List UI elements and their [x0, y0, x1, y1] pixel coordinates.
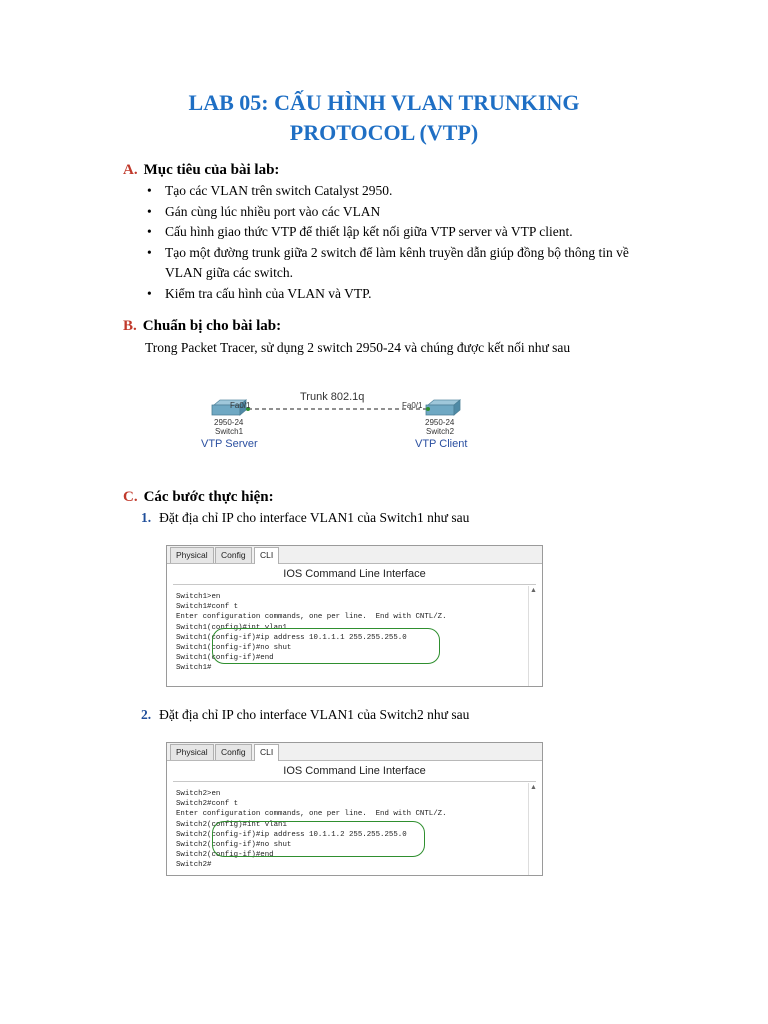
switch1-name: Switch1	[215, 427, 244, 436]
scroll-up-icon[interactable]: ▲	[530, 784, 537, 791]
terminal-line: Switch1(config-if)#ip address 10.1.1.1 255.255.255.0	[176, 633, 407, 642]
switch2-role: VTP Client	[415, 438, 468, 450]
scroll-up-icon[interactable]: ▲	[530, 587, 537, 594]
step-2-number: 2.	[141, 707, 152, 722]
tab-config[interactable]: Config	[215, 547, 252, 563]
terminal-line: Switch1(config-if)#no shut	[176, 644, 292, 653]
step-1-text: Đặt địa chỉ IP cho interface VLAN1 của Switch1 như sau	[159, 510, 470, 525]
terminal-line: Switch2(config-if)#no shut	[176, 841, 292, 850]
terminal-line: Switch1(config)#int vlan1	[176, 623, 287, 632]
scrollbar[interactable]	[528, 783, 538, 875]
document-title-line1: LAB 05: CẤU HÌNH VLAN TRUNKING	[188, 90, 580, 115]
section-a-bullet-list	[145, 181, 665, 304]
step-1-number: 1.	[141, 510, 152, 525]
switch1-role: VTP Server	[201, 438, 258, 450]
switch1-model: 2950-24	[214, 418, 244, 427]
terminal-line: Enter configuration commands, one per line. End with CNTL/Z.	[176, 613, 447, 622]
step-1	[141, 510, 469, 526]
section-a-title: Mục tiêu của bài lab:	[143, 162, 280, 178]
terminal-line: Switch1#conf t	[176, 603, 239, 612]
tab-physical[interactable]: Physical	[170, 547, 214, 563]
network-diagram	[200, 385, 480, 455]
terminal-line: Switch2(config-if)#ip address 10.1.1.2 255.255.255.0	[176, 830, 407, 839]
tab-cli[interactable]: CLI	[254, 744, 279, 761]
terminal-line: Switch1>en	[176, 593, 221, 601]
cli-window-switch2	[166, 742, 543, 876]
tab-cli[interactable]: CLI	[254, 547, 279, 564]
list-item: • Tạo một đường trunk giữa 2 switch để làm kênh truyền dẫn giúp đồng bộ thông tin về VLAN giữa các switch.	[145, 243, 665, 284]
switch2-port-label: Fa0/1	[402, 401, 423, 410]
cli-tab-bar	[167, 546, 542, 564]
cli-divider	[173, 584, 536, 585]
scrollbar[interactable]	[528, 586, 538, 686]
cli-tab-bar	[167, 743, 542, 761]
switch2-model: 2950-24	[425, 418, 455, 427]
tab-physical[interactable]: Physical	[170, 744, 214, 760]
list-item: • Cấu hình giao thức VTP để thiết lập kết nối giữa VTP server và VTP client.	[145, 222, 665, 243]
section-b-heading	[123, 318, 281, 335]
highlight-ring	[212, 821, 425, 857]
terminal-line: Switch1#	[176, 664, 212, 673]
terminal-line: Switch2(config)#int vlan1	[176, 820, 287, 829]
cli-divider	[173, 781, 536, 782]
cli-title: IOS Command Line Interface	[283, 765, 426, 777]
document-title-line2: PROTOCOL (VTP)	[289, 120, 479, 145]
cli-window-switch1	[166, 545, 543, 687]
section-b-text: Trong Packet Tracer, sử dụng 2 switch 2950-24 và chúng được kết nối như sau	[145, 340, 571, 355]
terminal-line: Enter configuration commands, one per line. End with CNTL/Z.	[176, 810, 447, 819]
trunk-link-label: Trunk 802.1q	[300, 391, 365, 403]
terminal-line: Switch2(config-if)#end	[176, 851, 274, 860]
section-b-letter: B.	[123, 318, 137, 334]
tab-config[interactable]: Config	[215, 744, 252, 760]
terminal-line: Switch2#	[176, 861, 212, 870]
switch1-port-label: Fa0/1	[230, 401, 251, 410]
switch2-icon	[426, 400, 460, 415]
switch2-name: Switch2	[426, 427, 455, 436]
step-2	[141, 707, 469, 723]
cli-title: IOS Command Line Interface	[283, 568, 426, 580]
section-b-title: Chuẩn bị cho bài lab:	[142, 318, 282, 334]
section-c-heading	[123, 489, 274, 506]
section-c-letter: C.	[123, 489, 138, 505]
section-a-heading	[123, 162, 279, 179]
highlight-ring	[212, 628, 440, 664]
list-item: • Tạo các VLAN trên switch Catalyst 2950.	[145, 181, 665, 202]
terminal-line: Switch2#conf t	[176, 800, 239, 809]
section-c-title: Các bước thực hiện:	[143, 489, 274, 505]
section-a-letter: A.	[123, 162, 138, 178]
list-item: • Gán cùng lúc nhiều port vào các VLAN	[145, 202, 665, 223]
terminal-line: Switch2>en	[176, 790, 221, 798]
step-2-text: Đặt địa chỉ IP cho interface VLAN1 của Switch2 như sau	[159, 707, 470, 722]
list-item: • Kiểm tra cấu hình của VLAN và VTP.	[145, 284, 665, 305]
terminal-line: Switch1(config-if)#end	[176, 654, 274, 663]
